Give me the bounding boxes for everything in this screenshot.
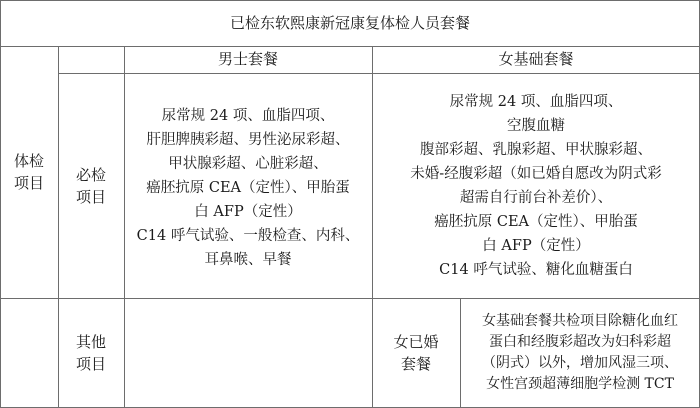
female-package-header: 女基础套餐	[498, 50, 574, 68]
male-package-header-cell	[124, 46, 372, 73]
male-required-line: 耳鼻喉、早餐	[204, 251, 292, 268]
female-required-line: 尿常规 24 项、血脂四项、	[449, 93, 623, 110]
female-required-line: 空腹血糖	[507, 117, 565, 134]
table-title-cell	[0, 0, 700, 46]
male-required-line: 癌胚抗原 CEA（定性）、甲胎蛋	[146, 179, 350, 196]
female-required-line: 超需自行前台补差价）、	[459, 189, 613, 206]
female-married-items-cell	[460, 298, 700, 408]
male-required-line: 甲状腺彩超、心脏彩超、	[168, 155, 328, 172]
male-required-items-cell	[124, 73, 372, 298]
male-other-items-cell	[124, 298, 372, 408]
required-items-label-line: 必检	[75, 165, 106, 184]
female-married-label-line: 套餐	[400, 355, 431, 373]
male-required-line: 白 AFP（定性）	[194, 203, 302, 220]
female-required-line: 未婚-经腹彩超（如已婚自愿改为阴式彩	[410, 165, 662, 182]
exam-items-label-line: 项目	[13, 174, 44, 192]
required-items-label-cell	[58, 73, 124, 298]
exam-items-label-cell	[0, 46, 58, 298]
female-required-line: 腹部彩超、乳腺彩超、甲状腺彩超、	[420, 141, 652, 158]
male-required-line: C14 呼气试验、一般检查、内科、	[136, 227, 360, 244]
other-items-label-line: 其他	[75, 333, 106, 351]
female-required-line: 癌胚抗原 CEA（定性）、甲胎蛋	[434, 213, 638, 230]
exam-items-label-line: 体检	[13, 152, 44, 170]
female-married-line: 蛋白和经腹彩超改为妇科彩超	[489, 334, 671, 350]
male-required-line: 肝胆脾胰彩超、男性泌尿彩超、	[146, 131, 350, 148]
other-items-label-cell	[58, 298, 124, 408]
male-required-line: 尿常规 24 项、血脂四项、	[161, 107, 335, 124]
female-married-label-cell	[372, 298, 460, 408]
female-married-line: 女基础套餐共检项目除糖化血红	[482, 313, 678, 329]
other-items-label-line: 项目	[75, 355, 106, 373]
female-package-header-cell	[372, 46, 700, 73]
female-required-items-cell	[372, 73, 700, 298]
female-married-line: （阴式）以外，增加风湿三项、	[482, 355, 678, 371]
female-required-line: 白 AFP（定性）	[482, 237, 590, 254]
female-married-line: 女性宫颈超薄细胞学检测 TCT	[486, 376, 674, 392]
table-title: 已检东软熙康新冠康复体检人员套餐	[229, 13, 470, 32]
required-items-label-line: 项目	[75, 187, 106, 206]
female-required-line: C14 呼气试验、糖化血糖蛋白	[439, 261, 633, 278]
male-package-header: 男士套餐	[217, 50, 278, 68]
female-married-label-line: 女已婚	[393, 333, 439, 351]
